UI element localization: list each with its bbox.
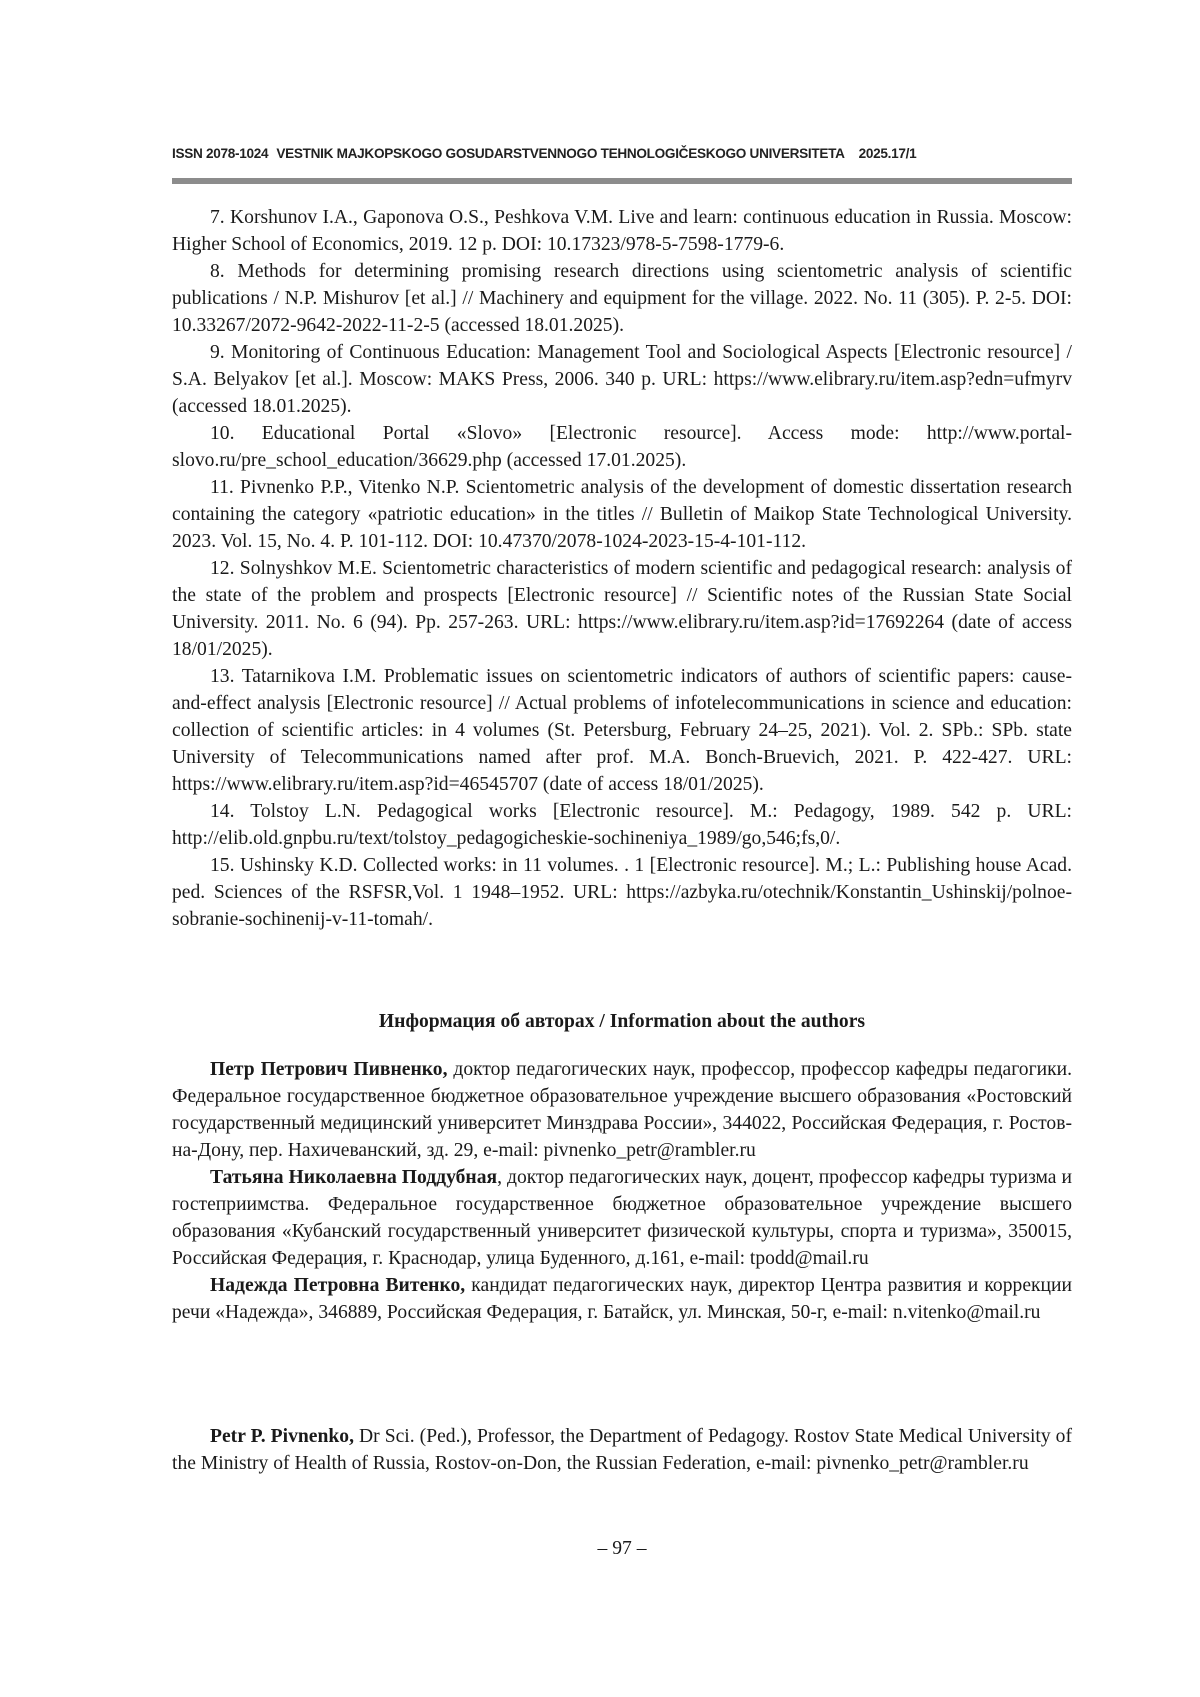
author-name: Надежда Петровна Витенко,: [210, 1275, 466, 1296]
reference-item: 9. Monitoring of Continuous Education: Management Tool and Sociological Aspects [Electronic resource] / S.A. Belyakov [et al.]. Moscow: MAKS Press, 2006. 340 p. URL: https://www.elibrary.ru/item.asp?edn=ufmyrv (accessed 18.01.2025).: [172, 342, 1072, 417]
reference-item: 12. Solnyshkov M.E. Scientometric characteristics of modern scientific and pedagogical research: analysis of the state of the problem and prospects [Electronic resource] // Scientific notes of the Russian State Social University. 2011. No. 6 (94). Pp. 257-263. URL: https://www.elibrary.ru/item.asp?id=17692264 (date of access 18/01/2025).: [172, 558, 1072, 660]
author-name: Петр Петрович Пивненко,: [210, 1059, 448, 1080]
header-issn: ISSN 2078-1024: [172, 146, 269, 161]
reference-item: 10. Educational Portal «Slovo» [Electronic resource]. Access mode: http://www.portal-slovo.ru/pre_school_education/36629.php (accessed 17.01.2025).: [172, 423, 1072, 471]
author-details: Dr Sci. (Ped.), Professor, the Department of Pedagogy. Rostov State Medical University of the Ministry of Health of Russia, Rostov-on-Don, the Russian Federation, e-mail: pivnenko_petr@rambler.ru: [172, 1426, 1072, 1474]
author-name: Petr P. Pivnenko,: [210, 1426, 354, 1447]
authors-list-en: [172, 1423, 1072, 1477]
header-volume: 2025.17/1: [858, 146, 917, 161]
author-entry: [172, 1423, 1072, 1477]
page-number: – 97 –: [597, 1538, 647, 1559]
reference-item: 8. Methods for determining promising research directions using scientometric analysis of scientific publications / N.P. Mishurov [et al.] // Machinery and equipment for the village. 2022. No. 11 (305). P. 2-5. DOI: 10.33267/2072-9642-2022-11-2-5 (accessed 18.01.2025).: [172, 261, 1072, 336]
header-rule: [172, 178, 1072, 184]
author-entry: [172, 1164, 1072, 1272]
author-entry: [172, 1056, 1072, 1164]
reference-item: 15. Ushinsky K.D. Collected works: in 11 volumes. . 1 [Electronic resource]. M.; L.: Publishing house Acad. ped. Sciences of the RSFSR,Vol. 1 1948–1952. URL: https://azbyka.ru/otechnik/Konstantin_Ushinskij/polnoe-sobranie-sochinenij-v-11-tomah/.: [172, 855, 1072, 930]
reference-item: 7. Korshunov I.A., Gaponova O.S., Peshkova V.M. Live and learn: continuous education in Russia. Moscow: Higher School of Economics, 2019. 12 p. DOI: 10.17323/978-5-7598-1779-6.: [172, 207, 1072, 255]
authors-section-title: Информация об авторах / Information about the authors: [378, 1011, 866, 1032]
header-journal-name: VESTNIK MAJKOPSKOGO GOSUDARSTVENNOGO TEHNOLOGIČESKOGO UNIVERSITETA: [276, 146, 845, 161]
author-details: кандидат педагогических наук, директор Центра развития и коррекции речи «Надежда», 346889, Российская Федерация, г. Батайск, ул. Минская, 50-г, e-mail: n.vitenko@mail.ru: [172, 1275, 1072, 1323]
authors-list-ru: [172, 1056, 1072, 1326]
reference-item: 14. Tolstoy L.N. Pedagogical works [Electronic resource]. M.: Pedagogy, 1989. 542 p. URL: http://elib.old.gnpbu.ru/text/tolstoy_pedagogicheskie-sochineniya_1989/go,546;fs,0/.: [172, 801, 1072, 849]
author-name: Татьяна Николаевна Поддубная: [210, 1167, 498, 1188]
reference-item: 13. Tatarnikova I.M. Problematic issues on scientometric indicators of authors of scientific papers: cause-and-effect analysis [Electronic resource] // Actual problems of infotelecommunications in science and education: collection of scientific articles: in 4 volumes (St. Petersburg, February 24–25, 2021). Vol. 2. SPb.: SPb. state University of Telecommunications named after prof. M.A. Bonch-Bruevich, 2021. P. 422-427. URL: https://www.elibrary.ru/item.asp?id=46545707 (date of access 18/01/2025).: [172, 666, 1072, 795]
author-details: доктор педагогических наук, профессор, профессор кафедры педагогики. Федеральное государственное бюджетное образовательное учреждение высшего образования «Ростовский государственный медицинский университет Минздрава России», 344022, Российская Федерация, г. Ростов-на-Дону, пер. Нахичеванский, зд. 29, e-mail: pivnenko_petr@rambler.ru: [172, 1059, 1073, 1161]
author-details: , доктор педагогических наук, доцент, профессор кафедры туризма и гостеприимства. Федеральное государственное бюджетное образовательное учреждение высшего образования «Кубанский государственный университет физической культуры, спорта и туризма», 350015, Российская Федерация, г. Краснодар, улица Буденного, д.161, e-mail: tpodd@mail.ru: [172, 1167, 1072, 1269]
author-entry: [172, 1272, 1072, 1326]
reference-list: [172, 204, 1072, 933]
reference-item: 11. Pivnenko P.P., Vitenko N.P. Scientometric analysis of the development of domestic dissertation research containing the category «patriotic education» in the titles // Bulletin of Maikop State Technological University. 2023. Vol. 15, No. 4. P. 101-112. DOI: 10.47370/2078-1024-2023-15-4-101-112.: [172, 477, 1072, 552]
running-header: [172, 146, 1072, 161]
